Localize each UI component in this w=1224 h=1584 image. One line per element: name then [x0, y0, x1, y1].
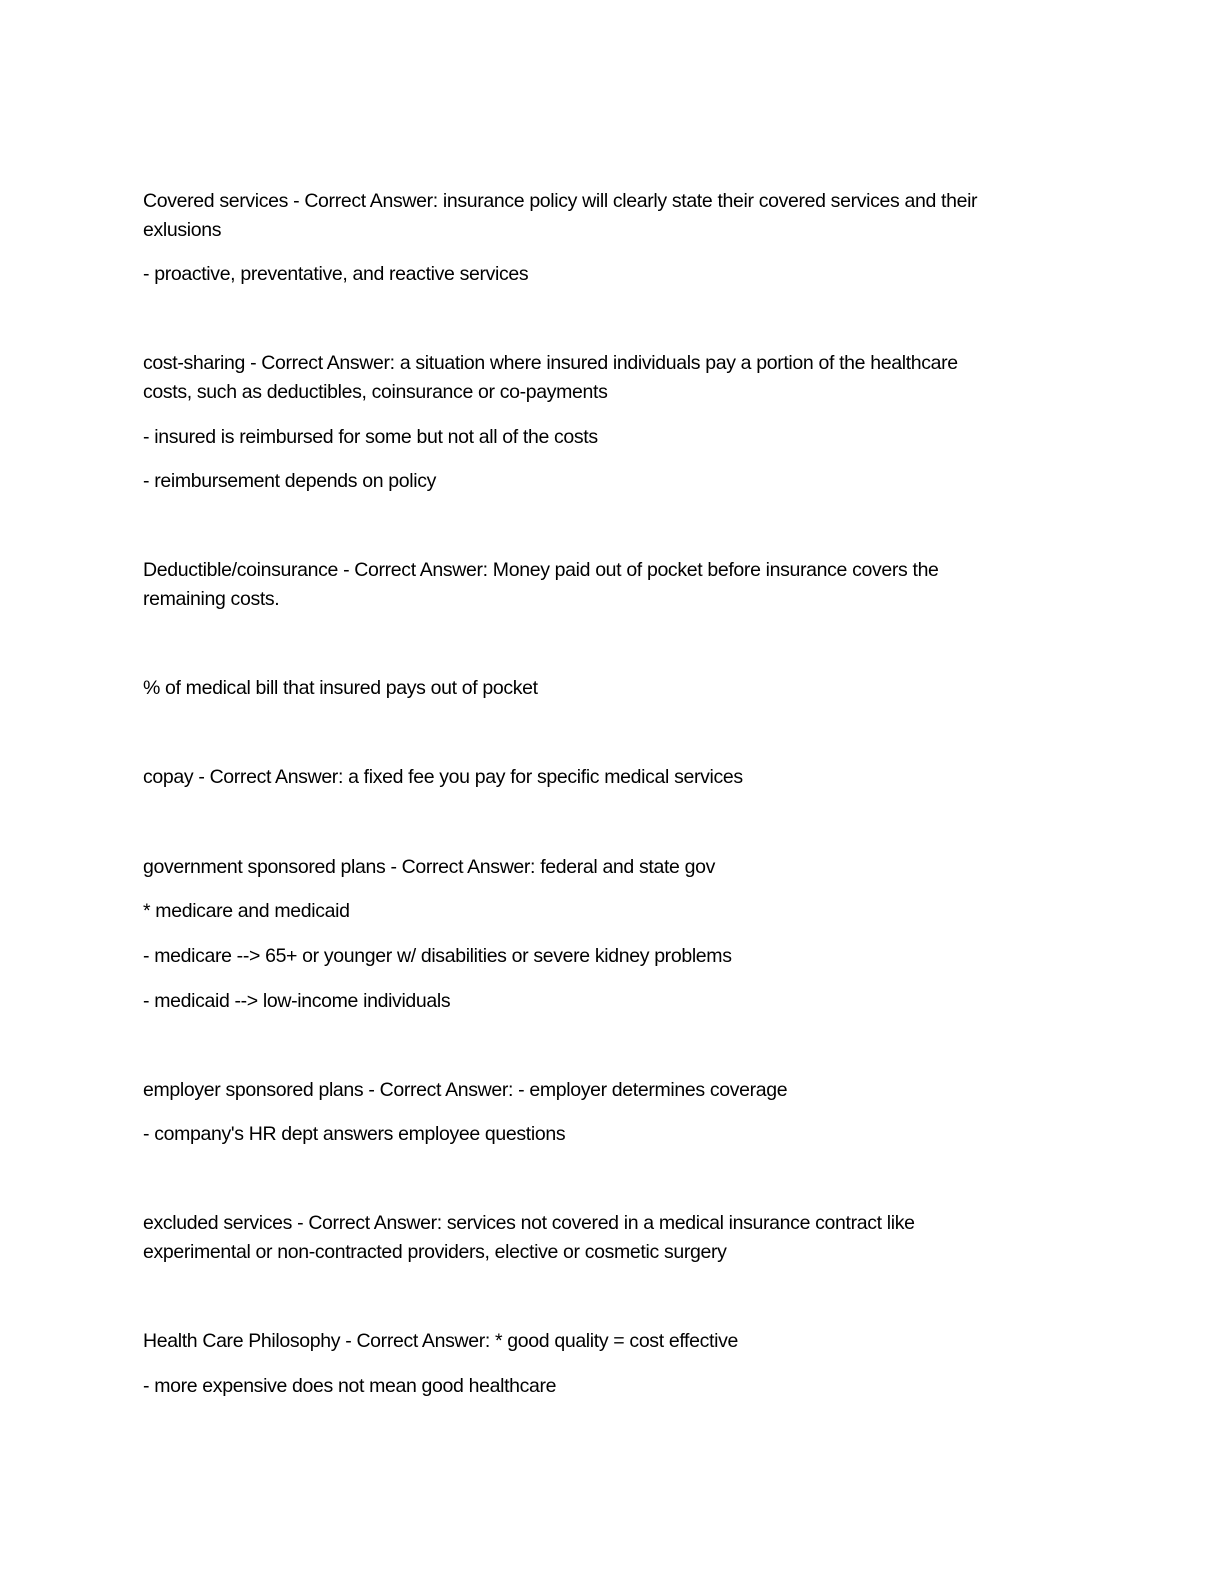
- government-plans-definition: government sponsored plans - Correct Answer: federal and state gov: [143, 856, 715, 878]
- deductible-definition-line-2: remaining costs.: [143, 588, 280, 610]
- employer-plans-note: - company's HR dept answers employee questions: [143, 1123, 566, 1145]
- copay-definition: copay - Correct Answer: a fixed fee you pay for specific medical services: [143, 766, 743, 788]
- cost-sharing-note-1: - insured is reimbursed for some but not all of the costs: [143, 426, 598, 448]
- government-plans-note-3: - medicaid --> low-income individuals: [143, 990, 451, 1012]
- government-plans-note-1: * medicare and medicaid: [143, 900, 350, 922]
- covered-services-definition-line-2: exlusions: [143, 219, 222, 241]
- deductible-definition-line-1: Deductible/coinsurance - Correct Answer: Money paid out of pocket before insurance covers the: [143, 559, 939, 581]
- cost-sharing-definition-line-2: costs, such as deductibles, coinsurance or co-payments: [143, 381, 608, 403]
- philosophy-note: - more expensive does not mean good healthcare: [143, 1375, 557, 1397]
- employer-plans-definition: employer sponsored plans - Correct Answer: - employer determines coverage: [143, 1079, 788, 1101]
- covered-services-note: - proactive, preventative, and reactive services: [143, 263, 529, 285]
- excluded-services-definition-line-2: experimental or non-contracted providers, elective or cosmetic surgery: [143, 1241, 727, 1263]
- cost-sharing-note-2: - reimbursement depends on policy: [143, 470, 437, 492]
- covered-services-definition-line-1: Covered services - Correct Answer: insurance policy will clearly state their covered services and their: [143, 190, 978, 212]
- cost-sharing-definition-line-1: cost-sharing - Correct Answer: a situation where insured individuals pay a portion of the healthcare: [143, 352, 958, 374]
- excluded-services-definition-line-1: excluded services - Correct Answer: services not covered in a medical insurance contract like: [143, 1212, 915, 1234]
- coinsurance-definition: % of medical bill that insured pays out of pocket: [143, 677, 538, 699]
- philosophy-definition: Health Care Philosophy - Correct Answer: * good quality = cost effective: [143, 1330, 738, 1352]
- government-plans-note-2: - medicare --> 65+ or younger w/ disabilities or severe kidney problems: [143, 945, 732, 967]
